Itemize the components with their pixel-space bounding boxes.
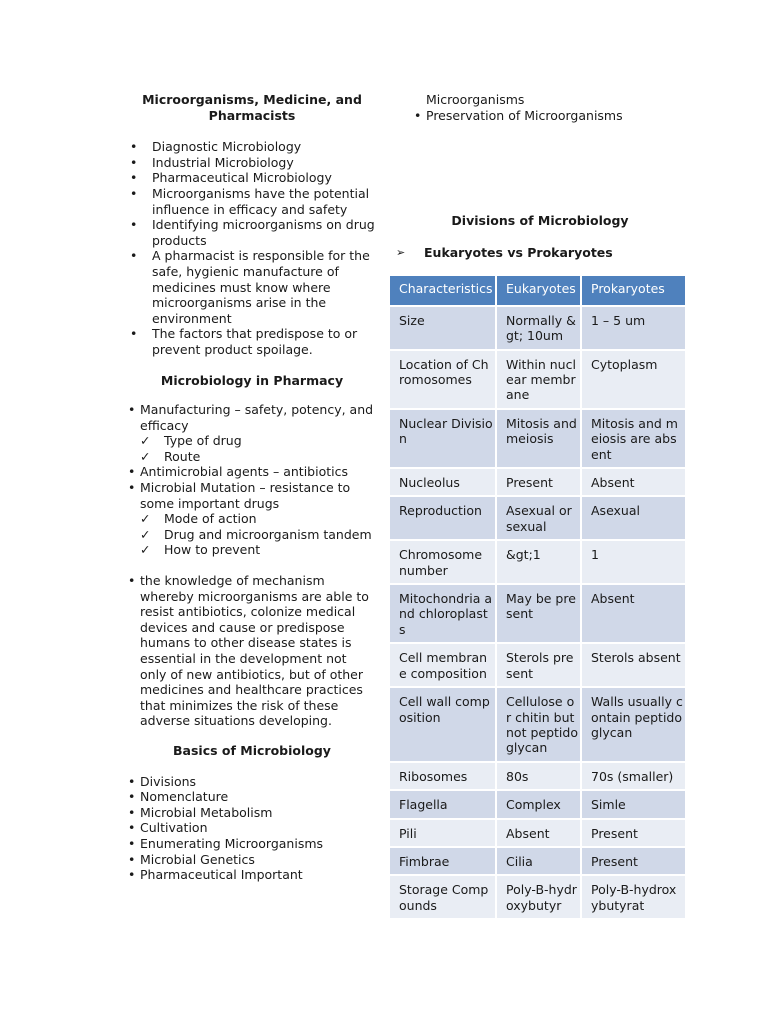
table-cell: Mitochondria and chloroplasts [390, 585, 497, 644]
table-cell: Nuclear Division [390, 410, 497, 469]
list-item: • Cultivation [128, 820, 376, 836]
table-cell: Poly-B-hydroxybutyr [497, 876, 582, 920]
list-item: • Industrial Microbiology [128, 155, 376, 171]
list-item: • Microorganisms have the potential influence in efficacy and safety [128, 186, 376, 217]
list-item: • Microbial Genetics [128, 852, 376, 868]
section-heading-basics: Basics of Microbiology [173, 742, 331, 758]
table-row [390, 763, 685, 791]
list-item [128, 402, 376, 433]
right-column [390, 92, 690, 920]
table-cell: Absent [582, 585, 685, 644]
table-cell: Chromosome number [390, 541, 497, 585]
table-cell: Flagella [390, 791, 497, 819]
table-cell: Location of Chromosomes [390, 351, 497, 410]
table-cell: 70s (smaller) [582, 763, 685, 791]
table-row [390, 820, 685, 848]
table-cell: May be present [497, 585, 582, 644]
table-cell: Size [390, 307, 497, 351]
basics-list [128, 774, 376, 883]
table-cell: Mitosis and meiosis are absent [582, 410, 685, 469]
table-cell: Absent [582, 469, 685, 497]
table-cell: 1 – 5 um [582, 307, 685, 351]
table-cell: Absent [497, 820, 582, 848]
table-cell: 1 [582, 541, 685, 585]
table-cell: &gt;1 [497, 541, 582, 585]
manufacturing-checklist [128, 433, 376, 464]
table-cell: Present [497, 469, 582, 497]
table-cell: Within nuclear membrane [497, 351, 582, 410]
table-cell: Reproduction [390, 497, 497, 541]
table-cell: Pili [390, 820, 497, 848]
table-row [390, 585, 685, 644]
check-item: ✓ Route [128, 449, 376, 465]
table-cell: Poly-B-hydroxybutyrat [582, 876, 685, 920]
list-item: • Enumerating Microorganisms [128, 836, 376, 852]
table-cell: Nucleolus [390, 469, 497, 497]
table-cell: Mitosis and meiosis [497, 410, 582, 469]
list-item: • Divisions [128, 774, 376, 790]
column-header: Eukaryotes [497, 276, 582, 306]
list-item: • Identifying microorganisms on drug products [128, 217, 376, 248]
table-cell: Complex [497, 791, 582, 819]
table-cell: Storage Compounds [390, 876, 497, 920]
table-cell: Sterols absent [582, 644, 685, 688]
section-heading-divisions: Divisions of Microbiology [451, 213, 629, 229]
list-item: • Antimicrobial agents – antibiotics [128, 464, 376, 480]
column-header: Characteristics [390, 276, 497, 306]
table-row [390, 497, 685, 541]
check-item: ✓ Drug and microorganism tandem [128, 527, 376, 543]
list-item: • Nomenclature [128, 789, 376, 805]
table-row [390, 307, 685, 351]
table-cell: Asexual [582, 497, 685, 541]
comparison-table [390, 276, 685, 920]
mutation-checklist [128, 511, 376, 558]
table-cell: Walls usually contain peptidoglycan [582, 688, 685, 763]
table-row [390, 469, 685, 497]
intro-list [128, 139, 376, 357]
table-cell: Simle [582, 791, 685, 819]
preservation-list [390, 108, 690, 124]
table-header-row [390, 276, 685, 306]
table-cell: Ribosomes [390, 763, 497, 791]
table-cell: Fimbrae [390, 848, 497, 876]
table-cell: Asexual or sexual [497, 497, 582, 541]
table-cell: Cell membrane composition [390, 644, 497, 688]
table-row [390, 410, 685, 469]
list-item: • Microbial Mutation – resistance to some important drugs [128, 480, 376, 511]
section-heading-pharmacy: Microbiology in Pharmacy [160, 372, 344, 388]
manufacturing-text: Manufacturing – safety, potency, and efficacy [140, 402, 374, 433]
list-item: • The factors that predispose to or prevent product spoilage. [128, 326, 376, 357]
column-header: Prokaryotes [582, 276, 685, 306]
list-item: • Diagnostic Microbiology [128, 139, 376, 155]
table-cell: Cytoplasm [582, 351, 685, 410]
list-item: • A pharmacist is responsible for the safe, hygienic manufacture of medicines must know where microorganisms arise in the environment [128, 248, 376, 326]
page-title: Microorganisms, Medicine, and Pharmacists [142, 92, 362, 123]
list-item: • Pharmaceutical Microbiology [128, 170, 376, 186]
table-row [390, 351, 685, 410]
subheading-eukaryotes-vs-prokaryotes: ➢ Eukaryotes vs Prokaryotes [396, 244, 613, 260]
list-item: • Pharmaceutical Important [128, 867, 376, 883]
table-cell: Present [582, 820, 685, 848]
arrow-bullet-icon: ➢ [396, 245, 406, 259]
pharmacy-list [128, 402, 376, 433]
table-row [390, 848, 685, 876]
left-column [128, 92, 376, 883]
table-cell: Sterols present [497, 644, 582, 688]
table-row [390, 688, 685, 763]
check-item: ✓ How to prevent [128, 542, 376, 558]
list-item: • Preservation of Microorganisms [414, 108, 690, 124]
table-row [390, 541, 685, 585]
check-item: ✓ Type of drug [128, 433, 376, 449]
table-cell: Present [582, 848, 685, 876]
knowledge-list [128, 573, 376, 729]
list-item: • the knowledge of mechanism whereby microorganisms are able to resist antibiotics, colonize medical devices and cause or predispose humans to other disease states is essential in the development not only of new antibiotics, but of other medicines and healthcare practices that minimizes the risk of these adverse situations developing. [128, 573, 376, 729]
table-cell: Cell wall composition [390, 688, 497, 763]
table-cell: Cilia [497, 848, 582, 876]
table-cell: Normally &gt; 10um [497, 307, 582, 351]
continuation-text: Microorganisms [426, 92, 525, 107]
table-cell: 80s [497, 763, 582, 791]
table-row [390, 876, 685, 920]
list-item: • Microbial Metabolism [128, 805, 376, 821]
table-cell: Cellulose or chitin but not peptidoglycan [497, 688, 582, 763]
table-row [390, 644, 685, 688]
table-row [390, 791, 685, 819]
pharmacy-list-continued [128, 464, 376, 511]
check-item: ✓ Mode of action [128, 511, 376, 527]
